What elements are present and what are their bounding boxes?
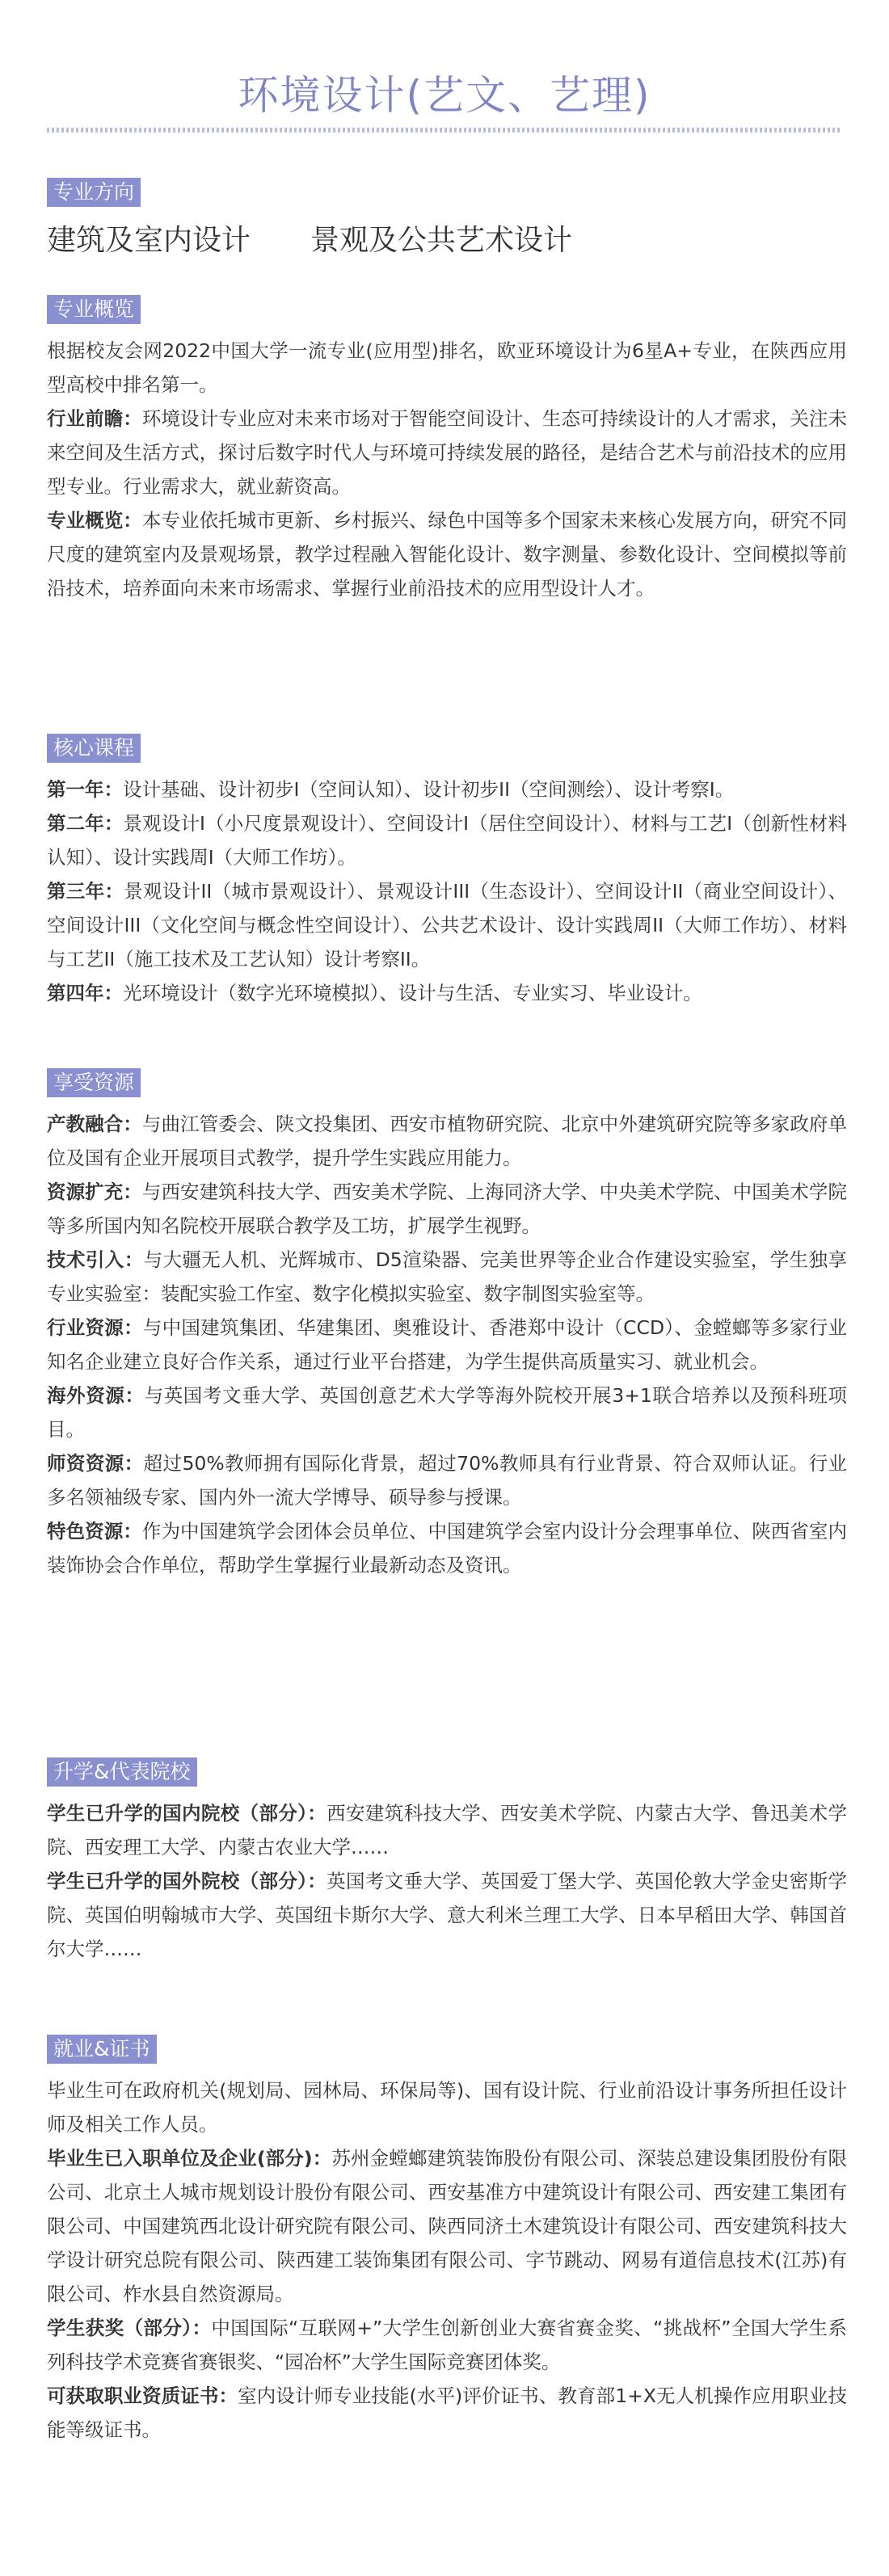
para-label: 第二年： <box>47 812 124 835</box>
section-courses <box>47 734 847 1010</box>
overview-para <box>47 503 847 605</box>
para-label: 学生已升学的国外院校（部分）： <box>47 1870 327 1892</box>
overview-para <box>47 402 847 503</box>
resource-para <box>47 1107 847 1175</box>
resource-para <box>47 1514 847 1582</box>
resource-para <box>47 1378 847 1446</box>
section-tag-career: 就业&证书 <box>47 2035 157 2064</box>
para-label: 学生已升学的国内院校（部分）： <box>47 1802 327 1825</box>
certificates <box>47 2379 847 2447</box>
section-resources <box>47 1068 847 1582</box>
title-divider <box>47 128 842 133</box>
para-text: 中国国际“互联网+”大学生创新创业大赛省赛金奖、“挑战杯”全国大学生系列科技学术竞赛省赛银奖、“园冶杯”大学生国际竞赛团体奖。 <box>47 2317 848 2373</box>
course-year-4 <box>47 976 847 1010</box>
para-label: 资源扩充： <box>47 1181 142 1203</box>
employers <box>47 2141 847 2311</box>
para-text: 与大疆无人机、光辉城市、D5渲染器、完美世界等企业合作建设实验室，学生独享专业实验室：装配实验工作室、数字化模拟实验室、数字制图实验室等。 <box>47 1248 848 1305</box>
para-text: 西安建筑科技大学、西安美术学院、内蒙古大学、鲁迅美术学院、西安理工大学、内蒙古农业大学…… <box>47 1802 848 1858</box>
section-tag-courses: 核心课程 <box>47 734 141 763</box>
section-tag-resources: 享受资源 <box>47 1068 141 1097</box>
page-title: 环境设计(艺文、艺理) <box>238 72 651 119</box>
para-text: 根据校友会网2022中国大学一流专业(应用型)排名，欧亚环境设计为6星A+专业，在陕西应用型高校中排名第一。 <box>47 339 847 396</box>
para-text: 作为中国建筑学会团体会员单位、中国建筑学会室内设计分会理事单位、陕西省室内装饰协会合作单位，帮助学生掌握行业最新动态及资讯。 <box>47 1520 848 1576</box>
para-text: 超过50%教师拥有国际化背景，超过70%教师具有行业背景、符合双师认证。行业多名领袖级专家、国内外一流大学博导、硕导参与授课。 <box>47 1452 847 1509</box>
para-text: 毕业生可在政府机关(规划局、园林局、环保局等)、国有设计院、行业前沿设计事务所担任设计师及相关工作人员。 <box>47 2079 847 2136</box>
para-label: 师资资源： <box>47 1452 144 1475</box>
resources-content <box>47 1107 847 1582</box>
para-text: 与英国考文垂大学、英国创意艺术大学等海外院校开展3+1联合培养以及预科班项目。 <box>47 1384 848 1441</box>
para-text: 环境设计专业应对未来市场对于智能空间设计、生态可持续设计的人才需求，关注未来空间及生活方式，探讨后数字时代人与环境可持续发展的路径，是结合艺术与前沿技术的应用型专业。行业需求大，就业薪资高。 <box>47 407 848 498</box>
course-year-2 <box>47 806 847 874</box>
para-text: 景观设计II（城市景观设计）、景观设计III（生态设计）、空间设计II（商业空间设计）、空间设计III（文化空间与概念性空间设计）、公共艺术设计、设计实践周II（大师工作坊）、材料与工艺II（施工技术及工艺认知）设计考察II。 <box>47 880 848 970</box>
resource-para <box>47 1311 847 1378</box>
direction-item-landscape: 景观及公共艺术设计 <box>310 224 573 257</box>
courses-content <box>47 772 847 1010</box>
section-overview <box>47 295 847 605</box>
para-label: 行业资源： <box>47 1316 143 1339</box>
section-tag-further-study: 升学&代表院校 <box>47 1757 197 1787</box>
para-label: 海外资源： <box>47 1384 145 1407</box>
section-tag-direction: 专业方向 <box>47 178 141 207</box>
section-further-study <box>47 1757 847 1966</box>
para-text: 室内设计师专业技能(水平)评价证书、教育部1+X无人机操作应用职业技能等级证书。 <box>47 2384 848 2441</box>
para-label: 学生获奖（部分）： <box>47 2317 212 2339</box>
para-text: 设计基础、设计初步I（空间认知）、设计初步II（空间测绘）、设计考察I。 <box>123 778 735 801</box>
direction-list <box>47 220 847 262</box>
para-label: 专业概览： <box>47 509 142 532</box>
section-career <box>47 2035 847 2447</box>
para-text: 与中国建筑集团、华建集团、奥雅设计、香港郑中设计（CCD）、金螳螂等多家行业知名企业建立良好合作关系，通过行业平台搭建，为学生提供高质量实习、就业机会。 <box>47 1316 847 1373</box>
section-direction <box>47 178 847 262</box>
awards <box>47 2311 847 2379</box>
para-label: 第一年： <box>47 778 123 801</box>
para-label: 可获取职业资质证书： <box>47 2384 238 2407</box>
para-text: 本专业依托城市更新、乡村振兴、绿色中国等多个国家未来核心发展方向，研究不同尺度的建筑室内及景观场景，教学过程融入智能化设计、数字测量、参数化设计、空间模拟等前沿技术，培养面向未来市场需求、掌握行业前沿技术的应用型设计人才。 <box>47 509 848 600</box>
para-label: 毕业生已入职单位及企业(部分)： <box>47 2147 332 2170</box>
course-year-3 <box>47 874 847 976</box>
course-year-1 <box>47 772 847 806</box>
career-para <box>47 2073 847 2141</box>
resource-para <box>47 1446 847 1514</box>
further-content <box>47 1796 847 1966</box>
para-label: 特色资源： <box>47 1520 142 1543</box>
para-label: 第四年： <box>47 982 123 1004</box>
para-text: 苏州金螳螂建筑装饰股份有限公司、深装总建设集团股份有限公司、北京土人城市规划设计股份有限公司、西安基准方中建筑设计有限公司、西安建工集团有限公司、中国建筑西北设计研究院有限公司、陕西同济土木建筑设计有限公司、西安建筑科技大学设计研究总院有限公司、陕西建工装饰集团有限公司、字节跳动、网易有道信息技术(江苏)有限公司、柞水县自然资源局。 <box>47 2147 848 2305</box>
para-text: 景观设计I（小尺度景观设计）、空间设计I（居住空间设计）、材料与工艺I（创新性材料认知）、设计实践周I（大师工作坊）。 <box>47 812 848 869</box>
para-text: 与曲江管委会、陕文投集团、西安市植物研究院、北京中外建筑研究院等多家政府单位及国有企业开展项目式教学，提升学生实践应用能力。 <box>47 1113 848 1169</box>
resource-para <box>47 1243 847 1311</box>
direction-item-architecture: 建筑及室内设计 <box>47 224 251 257</box>
para-label: 第三年： <box>47 880 124 903</box>
para-text: 与西安建筑科技大学、西安美术学院、上海同济大学、中央美术学院、中国美术学院等多所国内知名院校开展联合教学及工坊，扩展学生视野。 <box>47 1181 848 1237</box>
overseas-schools <box>47 1864 847 1966</box>
para-label: 产教融合： <box>47 1113 142 1135</box>
para-text: 光环境设计（数字光环境模拟）、设计与生活、专业实习、毕业设计。 <box>123 982 702 1004</box>
career-content <box>47 2073 847 2447</box>
para-text: 英国考文垂大学、英国爱丁堡大学、英国伦敦大学金史密斯学院、英国伯明翰城市大学、英国纽卡斯尔大学、意大利米兰理工大学、日本早稻田大学、韩国首尔大学…… <box>47 1870 848 1960</box>
para-label: 行业前瞻： <box>47 407 142 430</box>
overview-para <box>47 334 847 402</box>
domestic-schools <box>47 1796 847 1864</box>
resource-para <box>47 1175 847 1243</box>
para-label: 技术引入： <box>47 1248 144 1271</box>
overview-content <box>47 334 847 605</box>
section-tag-overview: 专业概览 <box>47 295 141 324</box>
